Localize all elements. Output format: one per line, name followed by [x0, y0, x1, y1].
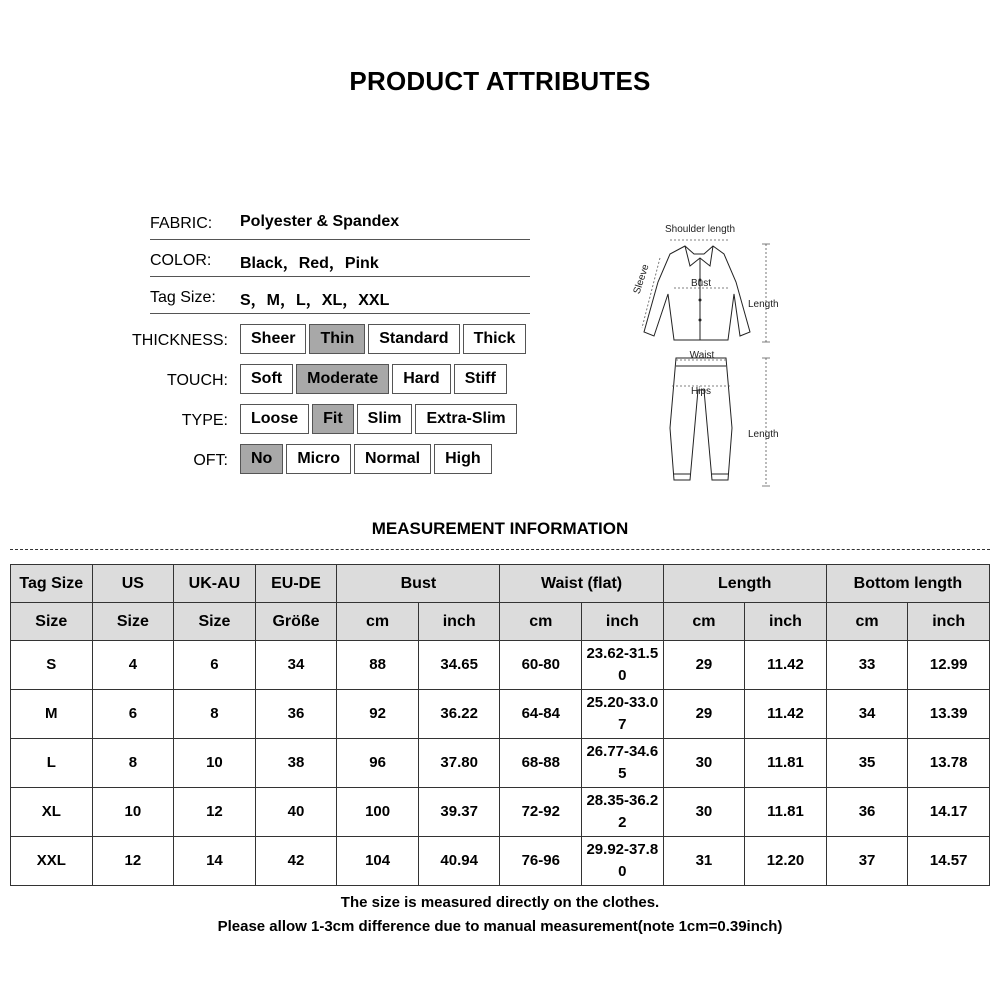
table-cell: 8 — [174, 690, 256, 739]
table-cell: 76-96 — [500, 837, 582, 886]
table-subheader-cell: inch — [745, 603, 827, 641]
table-cell: 10 — [174, 739, 256, 788]
table-cell: 40 — [255, 788, 337, 837]
attr-row-fabric — [150, 203, 530, 240]
attr-label: FABRIC: — [150, 215, 213, 232]
table-cell: 60-80 — [500, 641, 582, 690]
table-cell: 14 — [174, 837, 256, 886]
table-cell: 36.22 — [418, 690, 500, 739]
table-cell: 6 — [174, 641, 256, 690]
table-row — [11, 739, 990, 788]
page-title: PRODUCT ATTRIBUTES — [349, 66, 651, 96]
table-subheader-cell: cm — [826, 603, 908, 641]
table-cell: 14.17 — [908, 788, 990, 837]
measurement-table — [10, 564, 990, 886]
table-cell: 33 — [826, 641, 908, 690]
option-label: TOUCH: — [166, 372, 228, 389]
table-subheader-cell: Size — [174, 603, 256, 641]
table-cell: M — [11, 690, 93, 739]
attr-value: Black，Red，Pink — [240, 255, 379, 272]
table-cell: 26.77-34.65 — [582, 739, 664, 788]
table-row — [11, 641, 990, 690]
table-cell: 28.35-36.22 — [582, 788, 664, 837]
attr-label: Tag Size: — [150, 289, 216, 306]
attr-value: Polyester & Spandex — [240, 213, 400, 230]
table-cell: 14.57 — [908, 837, 990, 886]
table-subheader-cell: cm — [337, 603, 419, 641]
option-chip[interactable]: Sheer — [240, 324, 306, 354]
table-row — [11, 788, 990, 837]
table-cell: 35 — [826, 739, 908, 788]
table-subheader-cell: cm — [500, 603, 582, 641]
option-chip[interactable]: Slim — [357, 404, 413, 434]
table-cell: 12.99 — [908, 641, 990, 690]
option-chip[interactable]: High — [434, 444, 492, 474]
table-cell: 42 — [255, 837, 337, 886]
table-row — [11, 690, 990, 739]
table-subheader-cell: Größe — [255, 603, 337, 641]
table-subheader-cell: cm — [663, 603, 745, 641]
table-cell: 104 — [337, 837, 419, 886]
table-cell: 10 — [92, 788, 174, 837]
table-header-cell: Tag Size — [11, 565, 93, 603]
table-cell: 29 — [663, 690, 745, 739]
note-difference: Please allow 1-3cm difference due to manual measurement(note 1cm=0.39inch) — [217, 918, 783, 935]
table-cell: 36 — [826, 788, 908, 837]
table-cell: 8 — [92, 739, 174, 788]
table-cell: 12.20 — [745, 837, 827, 886]
table-header-row — [11, 565, 990, 603]
table-row — [11, 837, 990, 886]
table-cell: 34.65 — [418, 641, 500, 690]
option-label: TYPE: — [181, 412, 228, 429]
garment-diagram — [630, 218, 790, 493]
table-header-cell: Bust — [337, 565, 500, 603]
table-cell: 30 — [663, 788, 745, 837]
table-cell: 34 — [826, 690, 908, 739]
table-cell: 11.81 — [745, 739, 827, 788]
table-cell: 13.39 — [908, 690, 990, 739]
table-cell: 23.62-31.50 — [582, 641, 664, 690]
pant-length-label: Length — [748, 429, 779, 440]
note-measured: The size is measured directly on the clothes. — [340, 894, 660, 911]
table-cell: 6 — [92, 690, 174, 739]
option-chip-selected[interactable]: Thin — [309, 324, 365, 354]
table-cell: XXL — [11, 837, 93, 886]
table-cell: 40.94 — [418, 837, 500, 886]
option-group — [240, 324, 526, 354]
table-cell: 12 — [174, 788, 256, 837]
attr-row-tag-size — [150, 277, 530, 314]
table-cell: 37.80 — [418, 739, 500, 788]
table-subheader-cell: inch — [908, 603, 990, 641]
table-cell: 4 — [92, 641, 174, 690]
shirt-collar — [685, 246, 713, 266]
table-cell: 12 — [92, 837, 174, 886]
option-chip[interactable]: Hard — [392, 364, 450, 394]
table-header-cell: Waist (flat) — [500, 565, 663, 603]
option-chip[interactable]: Extra-Slim — [415, 404, 516, 434]
table-cell: 88 — [337, 641, 419, 690]
table-cell: 92 — [337, 690, 419, 739]
table-cell: 72-92 — [500, 788, 582, 837]
table-cell: 25.20-33.07 — [582, 690, 664, 739]
attr-value: S，M，L，XL，XXL — [240, 292, 390, 309]
waist-label: Waist — [689, 350, 715, 361]
shoulder-label: Shoulder length — [664, 224, 736, 235]
table-cell: 64-84 — [500, 690, 582, 739]
table-cell: 96 — [337, 739, 419, 788]
option-group — [240, 364, 507, 394]
table-subheader-cell: inch — [582, 603, 664, 641]
table-header-cell: UK-AU — [174, 565, 256, 603]
table-cell: 37 — [826, 837, 908, 886]
table-cell: XL — [11, 788, 93, 837]
table-cell: 31 — [663, 837, 745, 886]
table-header-cell: US — [92, 565, 174, 603]
table-cell: 34 — [255, 641, 337, 690]
table-cell: 39.37 — [418, 788, 500, 837]
table-subheader-cell: Size — [11, 603, 93, 641]
option-group — [240, 444, 492, 474]
option-label: THICKNESS: — [131, 332, 228, 349]
table-cell: 29.92-37.80 — [582, 837, 664, 886]
sleeve-label: Sleeve — [631, 262, 652, 296]
option-chip[interactable]: Normal — [354, 444, 431, 474]
table-cell: 29 — [663, 641, 745, 690]
pants-outline — [670, 358, 732, 480]
option-chip[interactable]: Soft — [240, 364, 293, 394]
table-cell: S — [11, 641, 93, 690]
table-header-cell: Length — [663, 565, 826, 603]
table-cell: 11.42 — [745, 641, 827, 690]
option-chip[interactable]: Loose — [240, 404, 309, 434]
table-cell: 38 — [255, 739, 337, 788]
option-chip[interactable]: Standard — [368, 324, 459, 354]
measurement-title: MEASUREMENT INFORMATION — [371, 519, 629, 538]
option-label: OFT: — [193, 452, 228, 469]
table-cell: 36 — [255, 690, 337, 739]
option-chip[interactable]: Thick — [463, 324, 527, 354]
option-chip[interactable]: Micro — [286, 444, 351, 474]
table-cell: L — [11, 739, 93, 788]
table-cell: 30 — [663, 739, 745, 788]
table-cell: 11.81 — [745, 788, 827, 837]
option-group — [240, 404, 517, 434]
table-subheader-row — [11, 603, 990, 641]
bust-label: Bust — [690, 278, 712, 289]
table-subheader-cell: inch — [418, 603, 500, 641]
top-length-label: Length — [748, 299, 779, 310]
dashed-divider — [10, 549, 990, 550]
table-cell: 13.78 — [908, 739, 990, 788]
table-cell: 11.42 — [745, 690, 827, 739]
table-header-cell: EU-DE — [255, 565, 337, 603]
attr-label: COLOR: — [150, 252, 212, 269]
hips-label: Hips — [690, 386, 712, 397]
attr-row-color — [150, 240, 530, 277]
table-header-cell: Bottom length — [826, 565, 989, 603]
table-subheader-cell: Size — [92, 603, 174, 641]
option-chip[interactable]: Stiff — [454, 364, 507, 394]
table-cell: 100 — [337, 788, 419, 837]
option-chip-selected[interactable]: No — [240, 444, 283, 474]
table-cell: 68-88 — [500, 739, 582, 788]
option-chip-selected[interactable]: Fit — [312, 404, 354, 434]
option-chip-selected[interactable]: Moderate — [296, 364, 389, 394]
